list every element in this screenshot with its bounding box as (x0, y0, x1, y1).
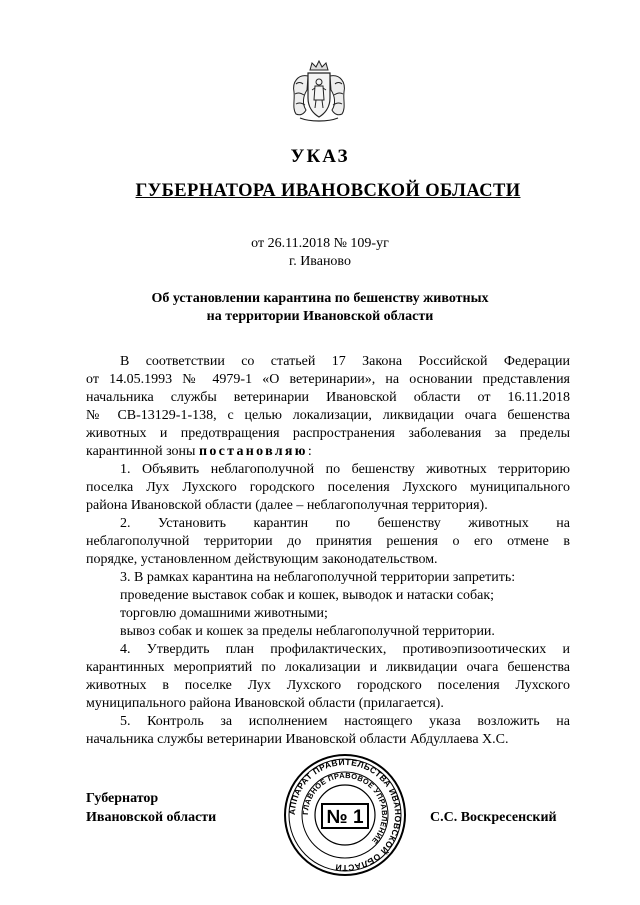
signatory-region: Ивановской области (86, 810, 217, 825)
body-line: проведение выставок собак и кошек, выводок и натаски собак; (120, 588, 495, 603)
body-line: В соответствии со статьей 17 Закона Российской Федерации (120, 354, 570, 369)
body-line: начальника службы ветеринарии Ивановской области от 16.11.2018 (86, 390, 570, 405)
body-line: карантинных мероприятий по локализации и ликвидации очага бешенства (86, 660, 570, 675)
body-line: от 14.05.1993 № 4979-1 «О ветеринарии», на основании представления (86, 372, 570, 387)
body-line: торговлю домашними животными; (120, 606, 328, 621)
stamp-outer-text: АППАРАТ ПРАВИТЕЛЬСТВА ИВАНОВСКОЙ ОБЛАСТИ (286, 756, 404, 874)
body-line: 4. Утвердить план профилактических, противоэпизоотических и (120, 642, 570, 657)
official-stamp-icon (282, 752, 408, 878)
signatory-position: Губернатор (86, 791, 159, 806)
body-line: вывоз собак и кошек за пределы неблагополучной территории. (120, 624, 495, 639)
body-line: порядке, установленном действующим законодательством. (86, 552, 438, 567)
document-issuer: ГУБЕРНАТОРА ИВАНОВСКОЙ ОБЛАСТИ (135, 181, 521, 201)
body-line: 3. В рамках карантина на неблагополучной территории запретить: (120, 570, 516, 585)
body-line: муниципального района Ивановской области (прилагается). (86, 696, 444, 711)
coat-of-arms-icon (286, 58, 352, 124)
document-date-number: от 26.11.2018 № 109-уг (251, 236, 389, 251)
document-subject-line2: на территории Ивановской области (206, 309, 434, 324)
body-line: 5. Контроль за исполнением настоящего указа возложить на (120, 714, 570, 729)
body-line: неблагополучной территории до принятия решения о его отмене в (86, 534, 570, 549)
body-line: начальника службы ветеринарии Ивановской области Абдуллаева Х.С. (86, 732, 509, 747)
signatory-name: С.С. Воскресенский (430, 810, 557, 825)
stamp-inner-text: ГЛАВНОЕ ПРАВОВОЕ УПРАВЛЕНИЕ (300, 770, 390, 846)
body-line: животных и предотвращения распространения заболевания за пределы (86, 426, 570, 441)
body-line: района Ивановской области (далее – неблагополучная территория). (86, 498, 488, 513)
document-subject-line1: Об установлении карантина по бешенству животных (151, 291, 489, 306)
document-city: г. Иваново (289, 254, 351, 269)
body-line: животных в поселке Лух Лухского городского поселения Лухского (86, 678, 570, 693)
body-text: : (307, 444, 312, 459)
decree-keyword: постановляю (198, 444, 308, 459)
body-line (86, 443, 570, 461)
body-line: № СВ-13129-1-138, с целью локализации, ликвидации очага бешенства (86, 408, 570, 423)
stamp-number: № 1 (326, 807, 364, 828)
body-line: 2. Установить карантин по бешенству животных на (120, 516, 570, 531)
body-text: карантинной зоны (86, 444, 199, 459)
body-line: 1. Объявить неблагополучной по бешенству животных территорию (120, 462, 570, 477)
document-title: УКАЗ (290, 146, 350, 167)
body-line: поселка Лух Лухского городского поселения Лухского муниципального (86, 480, 570, 495)
